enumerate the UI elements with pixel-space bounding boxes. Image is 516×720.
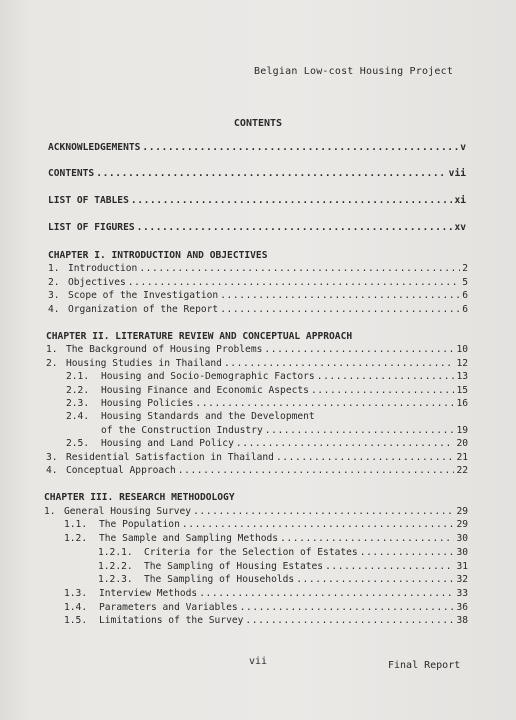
toc-entry-page: 29 — [456, 519, 468, 530]
leader-dots — [276, 452, 455, 464]
toc-entry-number: 2.5. — [66, 438, 90, 449]
toc-entry-page: xv — [454, 222, 466, 233]
toc-entry — [48, 304, 468, 316]
toc-entry-list-of-figures — [48, 222, 466, 234]
leader-dots — [131, 195, 453, 207]
toc-entry-contents — [48, 168, 466, 180]
toc-entry-page: 6 — [462, 304, 468, 315]
toc-entry-page: 15 — [456, 385, 468, 396]
toc-entry-page: 16 — [456, 398, 468, 409]
toc-entry-number: 1.2.2. — [98, 561, 133, 572]
toc-entry-label: General Housing Survey — [64, 506, 192, 517]
toc-entry-number: 3. — [46, 452, 58, 463]
toc-entry-label: Introduction — [68, 263, 138, 274]
toc-entry-label: The Sample and Sampling Methods — [99, 533, 279, 544]
toc-entry-page: 13 — [456, 371, 468, 382]
chapter-heading: CHAPTER II. LITERATURE REVIEW AND CONCEPTUAL APPROACH — [46, 331, 353, 342]
toc-entry-number: 3. — [48, 290, 60, 301]
leader-dots — [224, 358, 454, 370]
toc-entry-label: CONTENTS — [48, 168, 95, 179]
leader-dots — [96, 168, 446, 180]
leader-dots — [280, 533, 454, 545]
chapter-heading: CHAPTER III. RESEARCH METHODOLOGY — [44, 492, 235, 503]
toc-entry — [46, 358, 468, 370]
leader-dots — [317, 371, 455, 383]
leader-dots — [142, 142, 458, 154]
toc-entry-page: xi — [454, 195, 466, 206]
toc-entry-page: 29 — [456, 506, 468, 517]
toc-entry-number: 4. — [46, 465, 58, 476]
toc-entry-label: Housing Studies in Thailand — [66, 358, 222, 369]
toc-entry — [66, 398, 468, 410]
toc-entry-page: v — [460, 142, 466, 153]
toc-entry-page: 30 — [456, 547, 468, 558]
toc-entry-page: 38 — [456, 615, 468, 626]
contents-title: CONTENTS — [233, 118, 283, 129]
toc-entry-label: Housing Policies — [101, 398, 194, 409]
toc-entry — [46, 465, 468, 477]
toc-entry — [64, 519, 468, 531]
chapter-heading: CHAPTER I. INTRODUCTION AND OBJECTIVES — [48, 250, 268, 261]
toc-entry — [66, 411, 468, 423]
toc-entry-number: 1. — [46, 344, 58, 355]
toc-entry — [64, 615, 468, 627]
toc-entry-label: Organization of the Report — [68, 304, 219, 315]
leader-dots — [240, 602, 455, 614]
toc-entry-page: 33 — [456, 588, 468, 599]
leader-dots — [195, 398, 454, 410]
toc-entry — [48, 290, 468, 302]
toc-entry-number: 1.2.1. — [98, 547, 133, 558]
leader-dots — [311, 385, 455, 397]
toc-entry-label: The Background of Housing Problems — [66, 344, 263, 355]
toc-entry-label: LIST OF TABLES — [48, 195, 129, 206]
toc-entry — [44, 506, 468, 518]
toc-entry-page: 32 — [456, 574, 468, 585]
toc-entry — [64, 533, 468, 545]
toc-entry — [98, 561, 468, 573]
toc-entry-number: 2. — [48, 277, 60, 288]
toc-entry-label: Housing Finance and Economic Aspects — [101, 385, 309, 396]
footer-report-label: Final Report — [388, 660, 461, 671]
toc-entry-number: 1.2. — [64, 533, 88, 544]
toc-entry-acknowledgements — [48, 142, 466, 154]
toc-entry-label: Conceptual Approach — [66, 465, 176, 476]
toc-entry-number: 2.3. — [66, 398, 90, 409]
toc-entry-page: 30 — [456, 533, 468, 544]
toc-entry-page: 20 — [456, 438, 468, 449]
leader-dots — [139, 263, 460, 275]
toc-entry-label: Limitations of the Survey — [99, 615, 244, 626]
toc-entry-number: 2.1. — [66, 371, 90, 382]
leader-dots — [128, 277, 460, 289]
toc-entry-page: 22 — [456, 465, 468, 476]
leader-dots — [193, 506, 454, 518]
toc-entry-label: of the Construction Industry — [101, 425, 263, 436]
toc-entry-number: 4. — [48, 304, 60, 315]
toc-entry — [48, 263, 468, 275]
toc-entry-page: 12 — [456, 358, 468, 369]
leader-dots — [199, 588, 454, 600]
toc-entry-label: Residential Satisfaction in Thailand — [66, 452, 274, 463]
toc-entry-number: 2. — [46, 358, 58, 369]
toc-entry-number: 1. — [44, 506, 56, 517]
toc-entry — [64, 602, 468, 614]
leader-dots — [220, 304, 460, 316]
toc-entry-label: Housing and Socio-Demographic Factors — [101, 371, 315, 382]
toc-entry-label: Scope of the Investigation — [68, 290, 219, 301]
toc-entry-number: 1.3. — [64, 588, 88, 599]
toc-entry-continuation — [101, 425, 468, 437]
leader-dots — [264, 344, 454, 356]
toc-entry-list-of-tables — [48, 195, 466, 207]
toc-entry-page: 5 — [462, 277, 468, 288]
toc-entry — [66, 371, 468, 383]
toc-entry-label: Housing Standards and the Development — [101, 411, 315, 422]
leader-dots — [296, 574, 454, 586]
toc-entry-label: Objectives — [68, 277, 126, 288]
leader-dots — [265, 425, 455, 437]
leader-dots — [325, 561, 454, 573]
toc-entry-number: 1.1. — [64, 519, 88, 530]
toc-entry — [66, 385, 468, 397]
toc-entry-label: Interview Methods — [99, 588, 198, 599]
toc-entry-page: vii — [448, 168, 466, 179]
toc-entry — [46, 452, 468, 464]
toc-entry-page: 31 — [456, 561, 468, 572]
leader-dots — [236, 438, 455, 450]
toc-entry-page: 2 — [462, 263, 468, 274]
toc-entry — [66, 438, 468, 450]
footer-page-number: vii — [248, 656, 268, 667]
toc-entry-number: 2.4. — [66, 411, 90, 422]
toc-entry-number: 1.2.3. — [98, 574, 133, 585]
toc-entry-number: 1.5. — [64, 615, 88, 626]
toc-entry-page: 6 — [462, 290, 468, 301]
toc-entry — [48, 277, 468, 289]
toc-entry-label: Parameters and Variables — [99, 602, 238, 613]
toc-entry-page: 21 — [456, 452, 468, 463]
toc-entry — [64, 588, 468, 600]
toc-entry-page: 10 — [456, 344, 468, 355]
leader-dots — [182, 519, 455, 531]
leader-dots — [178, 465, 455, 477]
leader-dots — [220, 290, 460, 302]
toc-entry-number: 1.4. — [64, 602, 88, 613]
toc-entry-label: ACKNOWLEDGEMENTS — [48, 142, 141, 153]
toc-entry-number: 1. — [48, 263, 60, 274]
leader-dots — [245, 615, 454, 627]
toc-entry-page: 36 — [456, 602, 468, 613]
toc-entry-label: Criteria for the Selection of Estates — [144, 547, 358, 558]
leader-dots — [360, 547, 455, 559]
toc-entry-label: The Sampling of Housing Estates — [144, 561, 324, 572]
toc-entry — [98, 574, 468, 586]
toc-entry-label: LIST OF FIGURES — [48, 222, 135, 233]
toc-entry-number: 2.2. — [66, 385, 90, 396]
toc-entry-page: 19 — [456, 425, 468, 436]
toc-entry — [98, 547, 468, 559]
toc-entry-label: The Sampling of Households — [144, 574, 295, 585]
running-header: Belgian Low-cost Housing Project — [254, 66, 454, 77]
leader-dots — [137, 222, 453, 234]
toc-entry-label: Housing and Land Policy — [101, 438, 234, 449]
toc-entry — [46, 344, 468, 356]
toc-entry-label: The Population — [99, 519, 180, 530]
